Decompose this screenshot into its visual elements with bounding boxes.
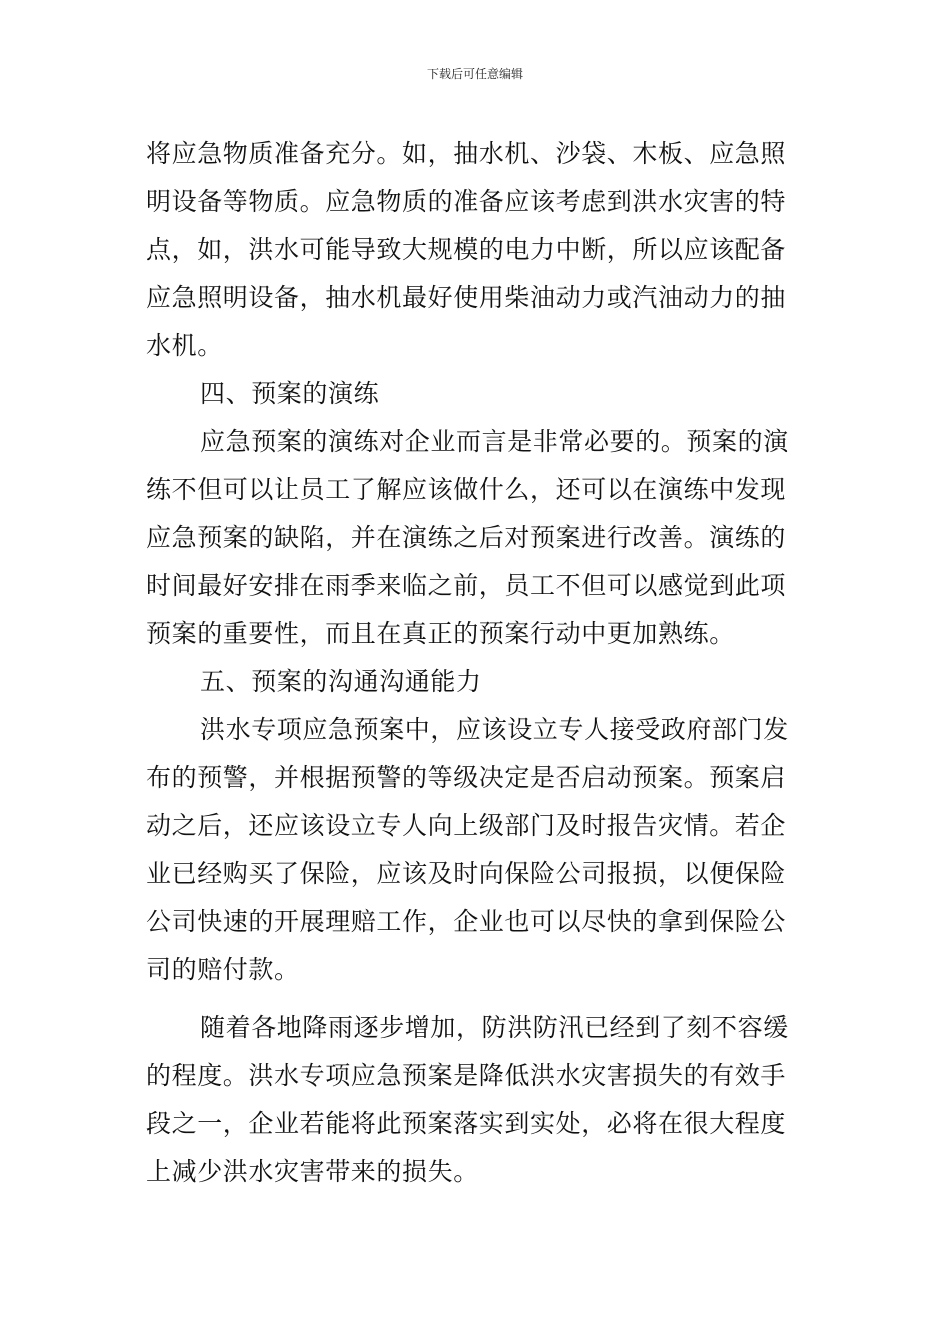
text-line: 应急照明设备，抽水机最好使用柴油动力或汽油动力的抽	[146, 283, 787, 312]
text-line: 公司快速的开展理赔工作，企业也可以尽快的拿到保险公	[146, 907, 787, 936]
text-line: 应急预案的演练对企业而言是非常必要的。预案的演	[200, 427, 789, 456]
text-line: 预案的重要性，而且在真正的预案行动中更加熟练。	[146, 619, 735, 648]
section-heading	[146, 370, 808, 418]
text-line: 的程度。洪水专项应急预案是降低洪水灾害损失的有效手	[146, 1061, 787, 1090]
text-line: 时间最好安排在雨季来临之前，员工不但可以感觉到此项	[146, 571, 787, 600]
text-line: 明设备等物质。应急物质的准备应该考虑到洪水灾害的特	[146, 187, 787, 216]
text-line: 点，如，洪水可能导致大规模的电力中断，所以应该配备	[146, 235, 787, 264]
text-line: 将应急物质准备充分。如，抽水机、沙袋、木板、应急照	[146, 139, 787, 168]
paragraph-spacer	[146, 994, 808, 1004]
document-body	[146, 130, 808, 1196]
text-line: 司的赔付款。	[146, 955, 300, 984]
text-line: 段之一，企业若能将此预案落实到实处，必将在很大程度	[146, 1109, 787, 1138]
text-line: 水机。	[146, 331, 223, 360]
text-line: 洪水专项应急预案中，应该设立专人接受政府部门发	[200, 715, 789, 744]
text-line: 动之后，还应该设立专人向上级部门及时报告灾情。若企	[146, 811, 787, 840]
paragraph	[146, 130, 808, 370]
text-line: 应急预案的缺陷，并在演练之后对预案进行改善。演练的	[146, 523, 787, 552]
text-line: 业已经购买了保险，应该及时向保险公司报损，以便保险	[146, 859, 787, 888]
text-line: 上减少洪水灾害带来的损失。	[146, 1157, 479, 1186]
text-line: 布的预警，并根据预警的等级决定是否启动预案。预案启	[146, 763, 787, 792]
paragraph	[146, 418, 808, 658]
text-line: 练不但可以让员工了解应该做什么，还可以在演练中发现	[146, 475, 787, 504]
text-line: 随着各地降雨逐步增加，防洪防汛已经到了刻不容缓	[200, 1013, 789, 1042]
paragraph	[146, 706, 808, 994]
heading-line: 五、预案的沟通沟通能力	[200, 667, 482, 696]
paragraph	[146, 1004, 808, 1196]
page-header: 下载后可任意编辑	[426, 67, 523, 81]
section-heading	[146, 658, 808, 706]
heading-line: 四、预案的演练	[200, 379, 380, 408]
